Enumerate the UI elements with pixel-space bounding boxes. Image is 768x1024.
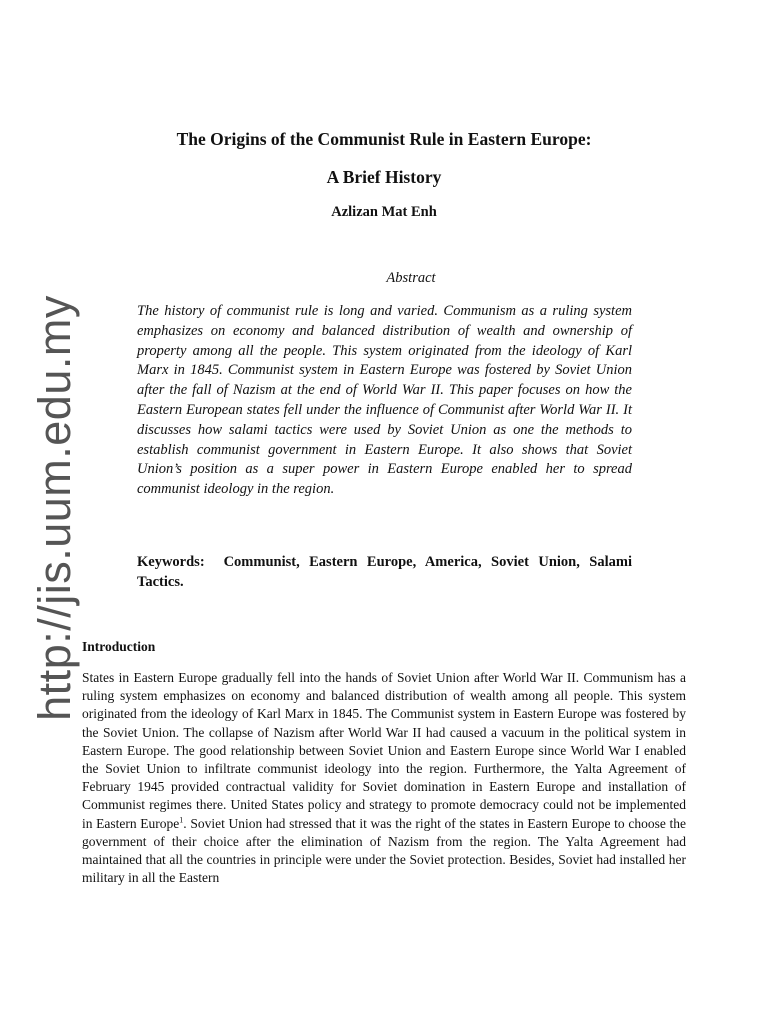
abstract-text: The history of communist rule is long and varied. Communism as a ruling system emphasizes on economy and balanced distribution of wealth and ownership of property among all the people. This system originated from the ideology of Karl Marx in 1845. Communist system in Eastern Europe was fostered by Soviet Union after the fall of Nazism at the end of World War II. This paper focuses on how the Eastern European states fell under the influence of Communist after World War II. It discusses how salami tactics were used by Soviet Union as one the methods to establish communist government in Eastern Europe. It also shows that Soviet Union’s position as a super power in Eastern Europe enabled her to spread communist ideology in the region. xyxy=(137,303,632,498)
introduction-paragraph xyxy=(82,669,686,887)
url-watermark: http://jis.uum.edu.my xyxy=(29,295,80,721)
keywords-text: Communist, Eastern Europe, America, Soviet Union, Salami Tactics. xyxy=(137,554,632,590)
paper-title-line-2: A Brief History xyxy=(326,167,442,187)
introduction-heading: Introduction xyxy=(82,639,156,654)
author-name: Azlizan Mat Enh xyxy=(331,204,437,220)
paper-title-line-1: The Origins of the Communist Rule in Eastern Europe: xyxy=(176,129,592,149)
introduction-text-part-1: States in Eastern Europe gradually fell into the hands of Soviet Union after World War II. Communism has a ruling system emphasizes on economy and balanced distribution of wealth among all people. This system originated from the ideology of Karl Marx in 1845. The Communist system in Eastern Europe was fostered by the Soviet Union. The collapse of Nazism after World War II had caused a vacuum in the political system in Eastern Europe. The good relationship between Soviet Union and Eastern Europe since World War I enabled the Soviet Union to infiltrate communist ideology into the region. Furthermore, the Yalta Agreement of February 1945 provided contractual validity for Soviet domination in Eastern Europe and installation of Communist regimes there. United States policy and strategy to promote democracy could not be implemented in Eastern Europe xyxy=(82,670,686,831)
abstract-heading: Abstract xyxy=(386,270,436,286)
keywords-block xyxy=(137,553,632,592)
introduction-text-part-2: . Soviet Union had stressed that it was the right of the states in Eastern Europe to choose the government of their choice after the elimination of Nazism from the region. The Yalta Agreement had maintained that all the countries in principle were under the Soviet protection. Besides, Soviet had installed her military in all the Eastern xyxy=(82,815,686,886)
footnote-reference[interactable]: 1 xyxy=(179,815,184,825)
keywords-label: Keywords: xyxy=(137,554,205,570)
